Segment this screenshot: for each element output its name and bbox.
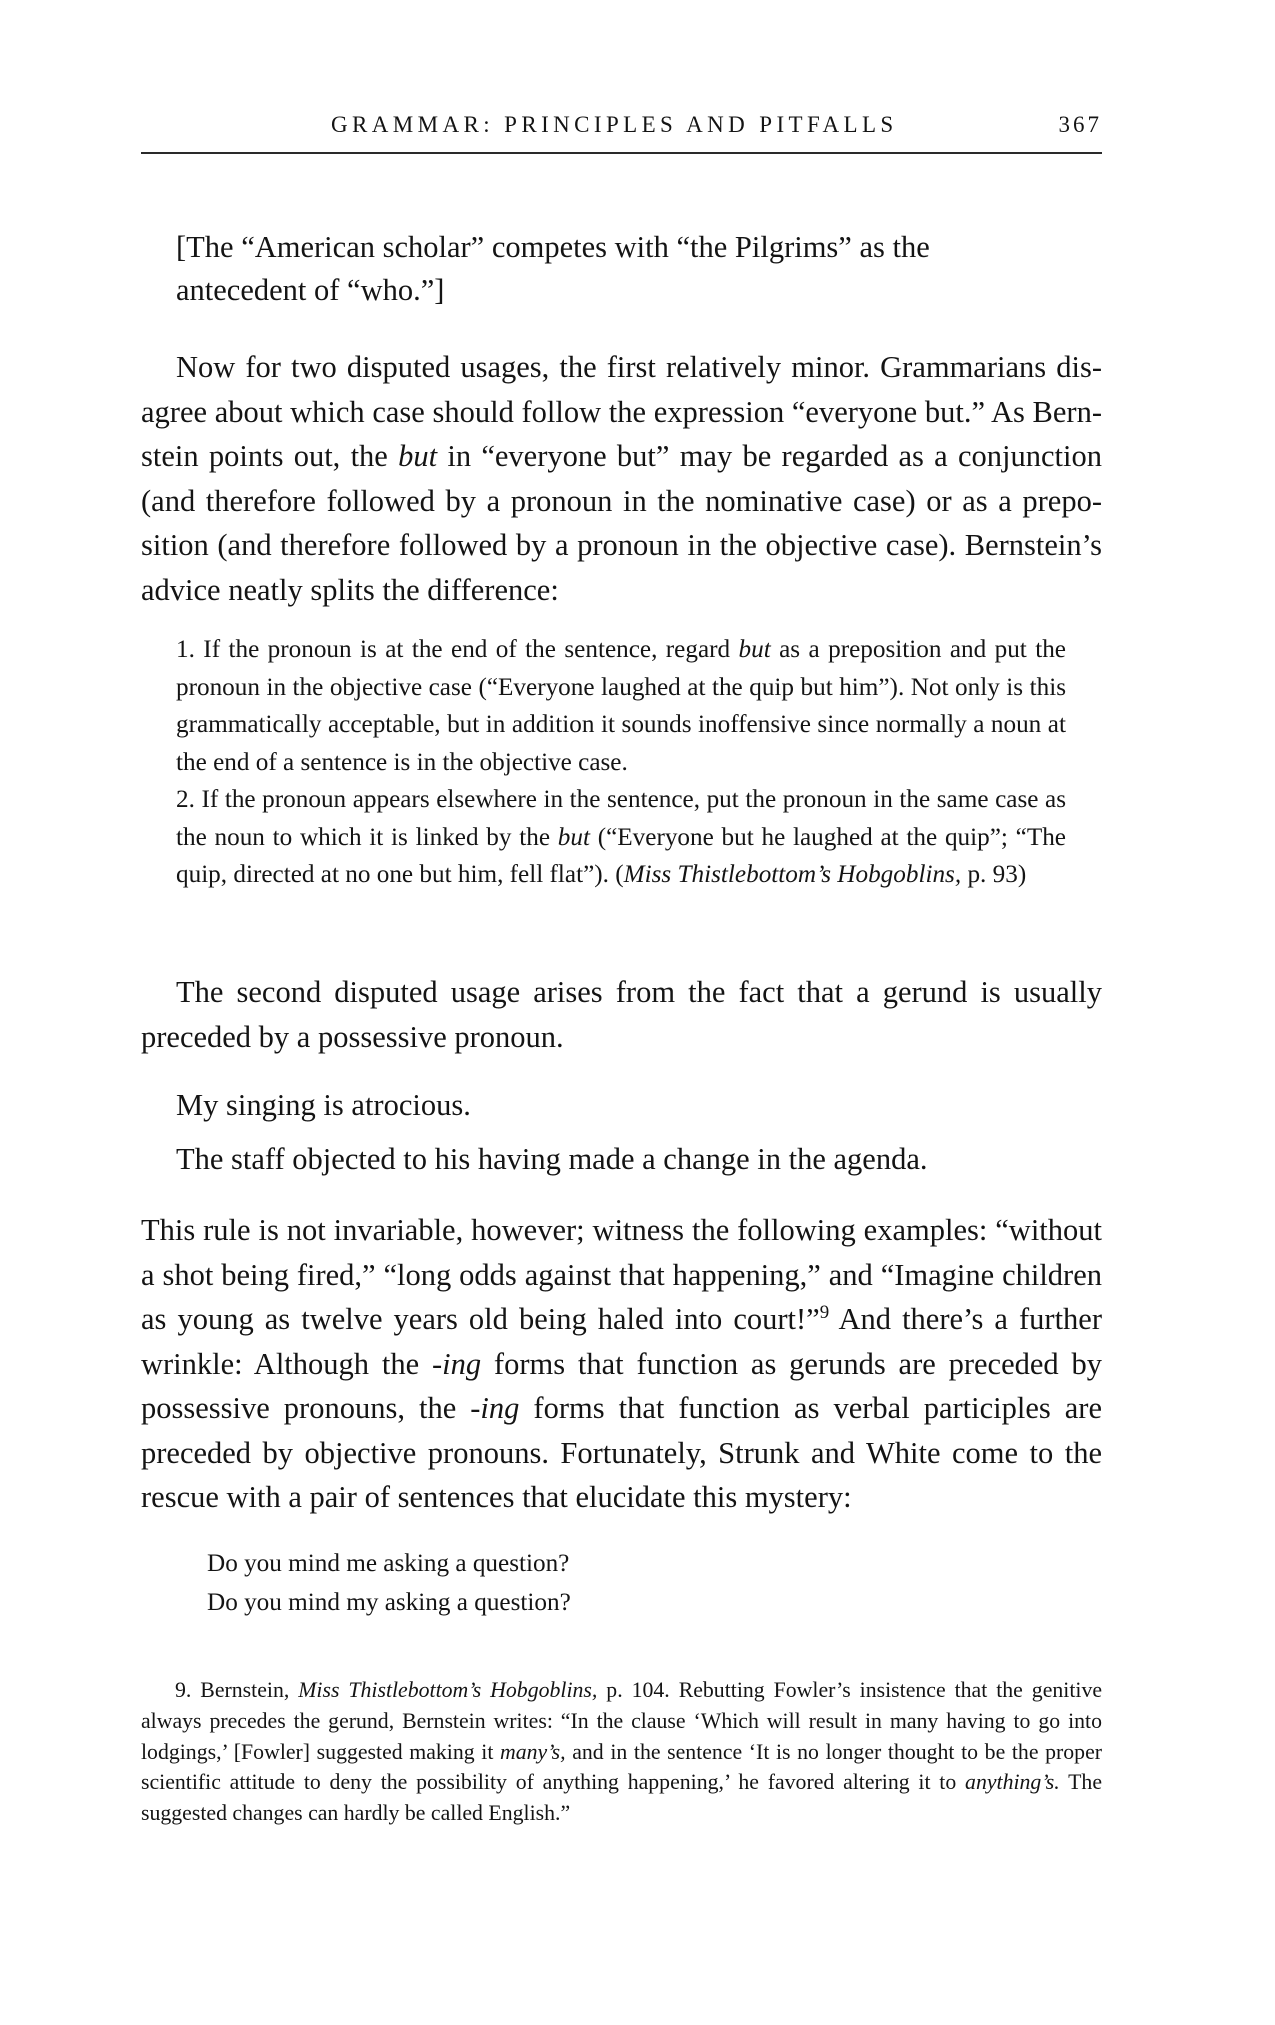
text-run: And there’s a further wrinkle: Although the <box>141 1302 1102 1381</box>
italic-run: Miss Thistlebottom’s Hobgoblins, <box>623 861 962 888</box>
italic-run: -ing <box>470 1391 520 1425</box>
footnote-ref: 9 <box>819 1301 830 1323</box>
paragraph-disputed-usages <box>141 345 1102 612</box>
strunk-white-examples <box>207 1544 571 1622</box>
page-number: 367 <box>1058 112 1102 137</box>
running-head <box>141 112 1102 154</box>
paragraph-gerund <box>141 970 1102 1059</box>
running-head-title: GRAMMAR: PRINCIPLES AND PITFALLS <box>331 112 898 137</box>
text-run: p. 104. Rebutting Fowler’s insistence that the genitive always precedes the gerund, Bernstein writes: “In the clause ‘Which will result in many having to go into lodgings,’ [Fowler] suggested making it <box>141 1678 1103 1764</box>
italic-run: but <box>738 636 771 663</box>
text-run: Now for two disputed usages, the first relatively minor. Grammarians disagree about which case should follow the expression “everyone but.” As Bernstein points out, the <box>141 350 1102 473</box>
text-run: 2. If the pronoun appears elsewhere in the sentence, put the pronoun in the same case as the noun to which it is linked by the <box>176 786 1066 851</box>
paragraph-text: The second disputed usage arises from the fact that a gerund is usually preceded by a possessive pronoun. <box>141 975 1102 1054</box>
list-item-1 <box>176 631 1066 781</box>
italic-run: anything’s. <box>965 1770 1060 1795</box>
italic-run: Miss Thistlebottom’s Hobgoblins, <box>298 1678 598 1702</box>
text-run: as a preposition and put the pronoun in the objective case (“Everyone laughed at the quip but him”). Not only is this grammatically acceptable, but in addition it sounds inoffensive since normally a noun at the end of a sentence is in the objective case. <box>176 636 1066 776</box>
text-run: forms that function as gerunds are preceded by possessive pronouns, the <box>141 1346 1102 1425</box>
text-run: The suggested changes can hardly be called English.” <box>141 1770 1102 1826</box>
text-run: p. 93) <box>961 861 1027 888</box>
italic-run: but <box>398 439 438 473</box>
paragraph-text <box>141 345 1102 612</box>
example-question: Do you mind me asking a question? <box>207 1550 570 1577</box>
bernstein-advice-list <box>176 631 1066 894</box>
example-line: The staff objected to his having made a change in the agenda. <box>176 1142 928 1176</box>
paragraph-rule <box>141 1208 1102 1520</box>
text-run: forms that function as verbal participles are preceded by objective pronouns. Fortunately, Strunk and White come to the rescue with a pair of sentences that elucidate this mystery: <box>141 1391 1102 1514</box>
text-run: (“Everyone but he laughed at the quip”; “The quip, directed at no one but him, fell flat”). ( <box>176 823 1066 888</box>
bracket-note: [The “American scholar” competes with “the Pilgrims” as the antecedent of “who.”] <box>176 230 930 307</box>
text-run: in “everyone but” may be regarded as a conjunction (and therefore followed by a pronoun in the nominative case) or as a preposition (and therefore followed by a pronoun in the objective case). Bernstein’s advice neatly splits the difference: <box>141 439 1102 607</box>
footnote-9 <box>141 1675 1102 1829</box>
paragraph-text <box>141 1208 1102 1520</box>
italic-run: many’s, <box>500 1739 566 1764</box>
text-run: This rule is not invariable, however; witness the following examples: “without a shot being fired,” “long odds against that happening,” and “Imagine children as young as twelve years old being haled into court!” <box>141 1213 1102 1336</box>
list-item-2 <box>176 781 1066 894</box>
text-run: and in the sentence ‘It is no longer thought to be the proper scientific attitude to deny the possibility of anything happening,’ he favored altering it to <box>141 1739 1102 1795</box>
text-run: 1. If the pronoun is at the end of the sentence, regard <box>176 636 739 663</box>
gerund-examples <box>176 1078 928 1186</box>
italic-run: -ing <box>431 1346 482 1381</box>
italic-run: but <box>557 823 590 851</box>
example-question: Do you mind my asking a question? <box>207 1589 571 1616</box>
example-line: My singing is atrocious. <box>176 1088 471 1122</box>
text-run: 9. Bernstein, <box>175 1678 299 1702</box>
